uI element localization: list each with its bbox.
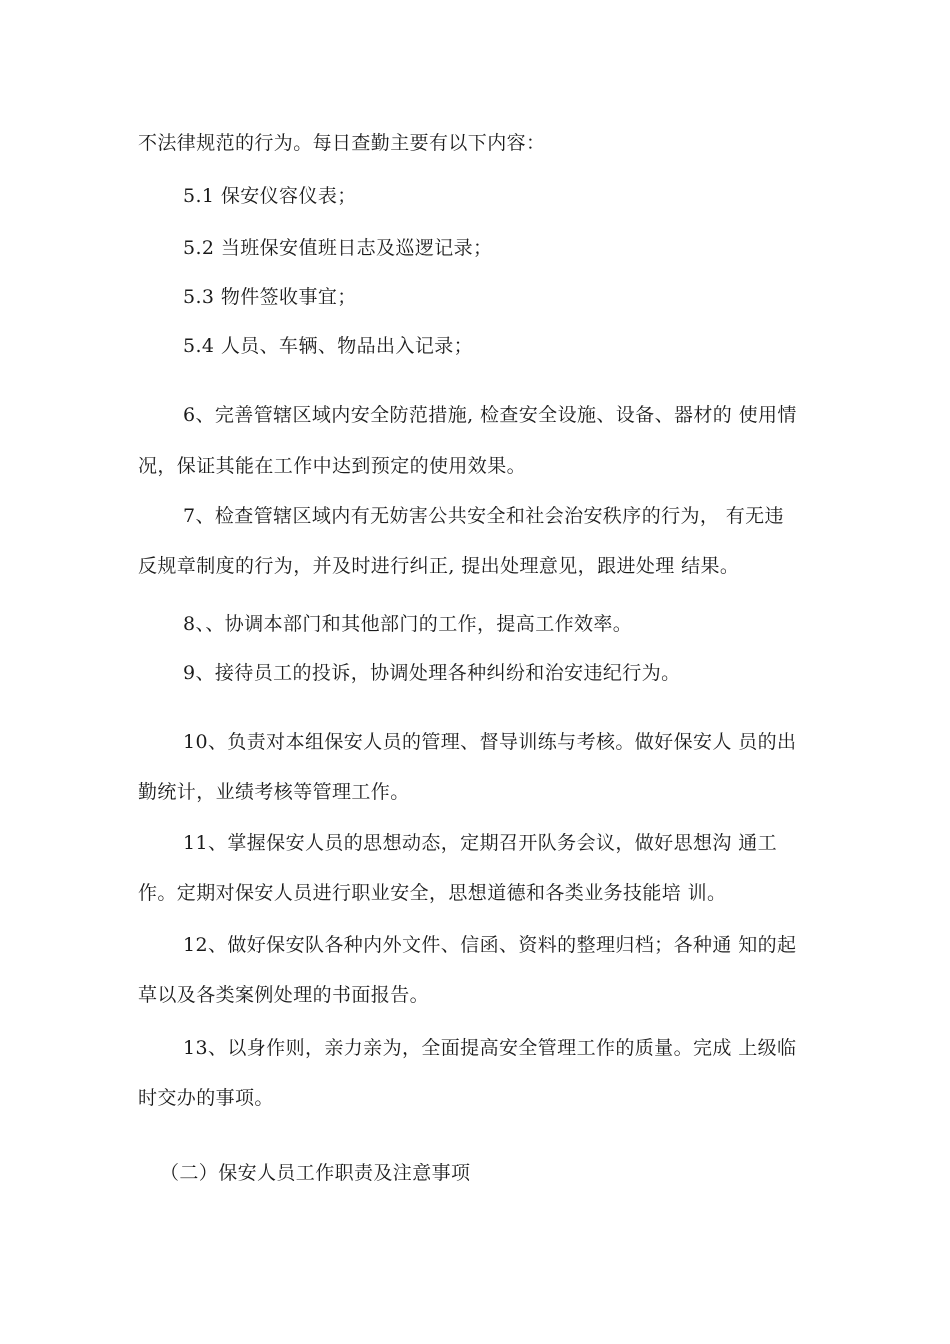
paragraph-line: 作。定期对保安人员进行职业安全，思想道德和各类业务技能培 训。 [138, 882, 727, 904]
paragraph-line: 8、、协调本部门和其他部门的工作，提高工作效率。 [183, 613, 633, 635]
paragraph-line: 7、检查管辖区域内有无妨害公共安全和社会治安秩序的行为， 有无违 [183, 505, 784, 527]
list-item: 5.4 人员、车辆、物品出入记录； [183, 335, 474, 357]
paragraph-line: 11、掌握保安人员的思想动态，定期召开队务会议，做好思想沟 通工 [183, 832, 778, 854]
paragraph-line: 6、完善管辖区域内安全防范措施, 检查安全设施、设备、器材的 使用情 [183, 404, 797, 426]
paragraph-line: 10、负责对本组保安人员的管理、督导训练与考核。做好保安人 员的出 [183, 731, 797, 753]
paragraph-line: 草以及各类案例处理的书面报告。 [138, 984, 430, 1006]
paragraph-line: 反规章制度的行为，并及时进行纠正, 提出处理意见，跟进处理 结果。 [138, 555, 740, 577]
section-heading: （二）保安人员工作职责及注意事项 [160, 1162, 471, 1184]
paragraph-line: 勤统计，业绩考核等管理工作。 [138, 781, 410, 803]
list-item: 5.1 保安仪容仪表； [183, 185, 357, 207]
paragraph-line: 况，保证其能在工作中达到预定的使用效果。 [138, 455, 527, 477]
text-line: 不法律规范的行为。每日查勤主要有以下内容： [138, 132, 546, 154]
paragraph-line: 13、以身作则，亲力亲为，全面提高安全管理工作的质量。完成 上级临 [183, 1037, 797, 1059]
paragraph-line: 12、做好保安队各种内外文件、信函、资料的整理归档；各种通 知的起 [183, 934, 797, 956]
list-item: 5.2 当班保安值班日志及巡逻记录； [183, 237, 493, 259]
paragraph-line: 9、接待员工的投诉，协调处理各种纠纷和治安违纪行为。 [183, 662, 681, 684]
paragraph-line: 时交办的事项。 [138, 1087, 274, 1109]
list-item: 5.3 物件签收事宜； [183, 286, 357, 308]
